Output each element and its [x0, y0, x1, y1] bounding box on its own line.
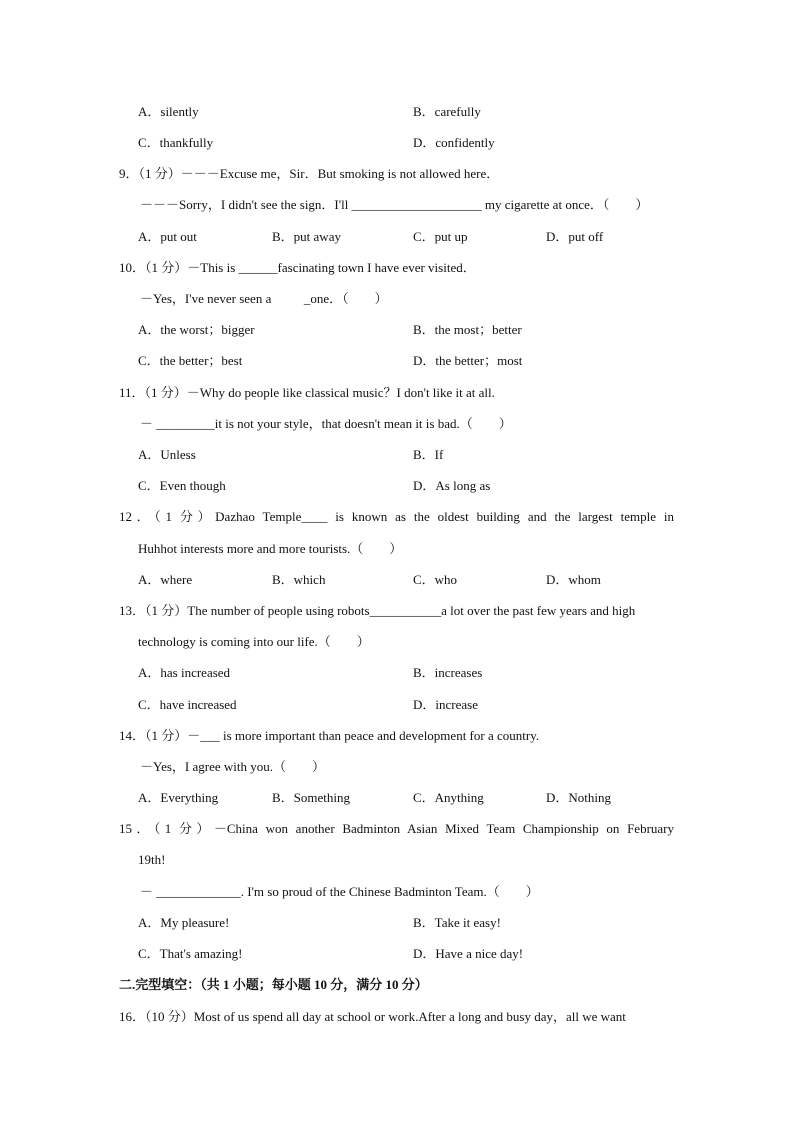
q11-option-b: B．If — [413, 447, 444, 462]
q10-option-c: C．the better；best — [138, 353, 243, 368]
q8-option-c: C．thankfully — [138, 135, 214, 150]
q13-stem-cont: technology is coming into our life.（ ） — [138, 634, 370, 649]
q11-option-a: A．Unless — [138, 447, 196, 462]
q9-stem-cont: －－－Sorry，I didn't see the sign．I'll ____________________ my cigarette at once．（ ） — [140, 197, 649, 212]
q12-stem-cont: Huhhot interests more and more tourists.（ ） — [138, 541, 403, 556]
q9-option-d: D．put off — [546, 229, 604, 244]
q10-option-b: B．the most；better — [413, 322, 522, 337]
q14-option-a: A．Everything — [138, 790, 219, 805]
q8-option-b: B．carefully — [413, 104, 481, 119]
q15-option-b: B．Take it easy! — [413, 915, 501, 930]
q9-option-c: C．put up — [413, 229, 468, 244]
q13-option-a: A．has increased — [138, 665, 231, 680]
q12-option-b: B．which — [272, 572, 326, 587]
q11-stem: 11．（1 分）－Why do people like classical music？I don't like it at all. — [119, 385, 495, 400]
q13-stem: 13．（1 分）The number of people using robots___________a lot over the past few years and high — [119, 603, 636, 618]
q12-option-d: D．whom — [546, 572, 601, 587]
q9-option-a: A．put out — [138, 229, 197, 244]
q11-stem-cont: － _________it is not your style，that doesn't mean it is bad.（ ） — [140, 416, 512, 431]
q14-option-c: C．Anything — [413, 790, 484, 805]
q10-option-d: D．the better；most — [413, 353, 523, 368]
q15-stem-cont-2: － _____________. I'm so proud of the Chinese Badminton Team.（ ） — [140, 884, 539, 899]
q16-stem: 16．（10 分）Most of us spend all day at school or work.After a long and busy day，all we want — [119, 1009, 626, 1024]
q12-option-a: A．where — [138, 572, 193, 587]
q14-stem: 14．（1 分）－___ is more important than peace and development for a country. — [119, 728, 540, 743]
q14-stem-cont: －Yes，I agree with you.（ ） — [140, 759, 325, 774]
q14-option-d: D．Nothing — [546, 790, 612, 805]
q13-option-c: C．have increased — [138, 697, 237, 712]
q9-option-b: B．put away — [272, 229, 341, 244]
q15-option-d: D．Have a nice day! — [413, 946, 524, 961]
section-heading: 二.完型填空：（共 1 小题；每小题 10 分，满分 10 分） — [119, 977, 428, 992]
q9-stem: 9．（1 分）－－－Excuse me，Sir．But smoking is not allowed here． — [119, 166, 500, 181]
q8-option-a: A．silently — [138, 104, 199, 119]
q13-option-d: D．increase — [413, 697, 478, 712]
q15-stem: 15．（1 分）－China won another Badminton Asian Mixed Team Championship on February — [119, 821, 674, 836]
q14-option-b: B．Something — [272, 790, 351, 805]
q15-stem-cont: 19th! — [138, 852, 166, 867]
q10-stem: 10．（1 分）－This is ______fascinating town I have ever visited． — [119, 260, 476, 275]
q15-option-c: C．That's amazing! — [138, 946, 243, 961]
q13-option-b: B．increases — [413, 665, 483, 680]
q11-option-c: C．Even though — [138, 478, 226, 493]
q11-option-d: D．As long as — [413, 478, 491, 493]
q8-option-d: D．confidently — [413, 135, 495, 150]
q10-option-a: A．the worst；bigger — [138, 322, 255, 337]
q15-option-a: A．My pleasure! — [138, 915, 230, 930]
q10-stem-cont: －Yes，I've never seen a _one．（ ） — [140, 291, 388, 306]
q12-option-c: C．who — [413, 572, 458, 587]
q12-stem: 12．（1 分）Dazhao Temple____ is known as the oldest building and the largest temple in — [119, 509, 674, 524]
